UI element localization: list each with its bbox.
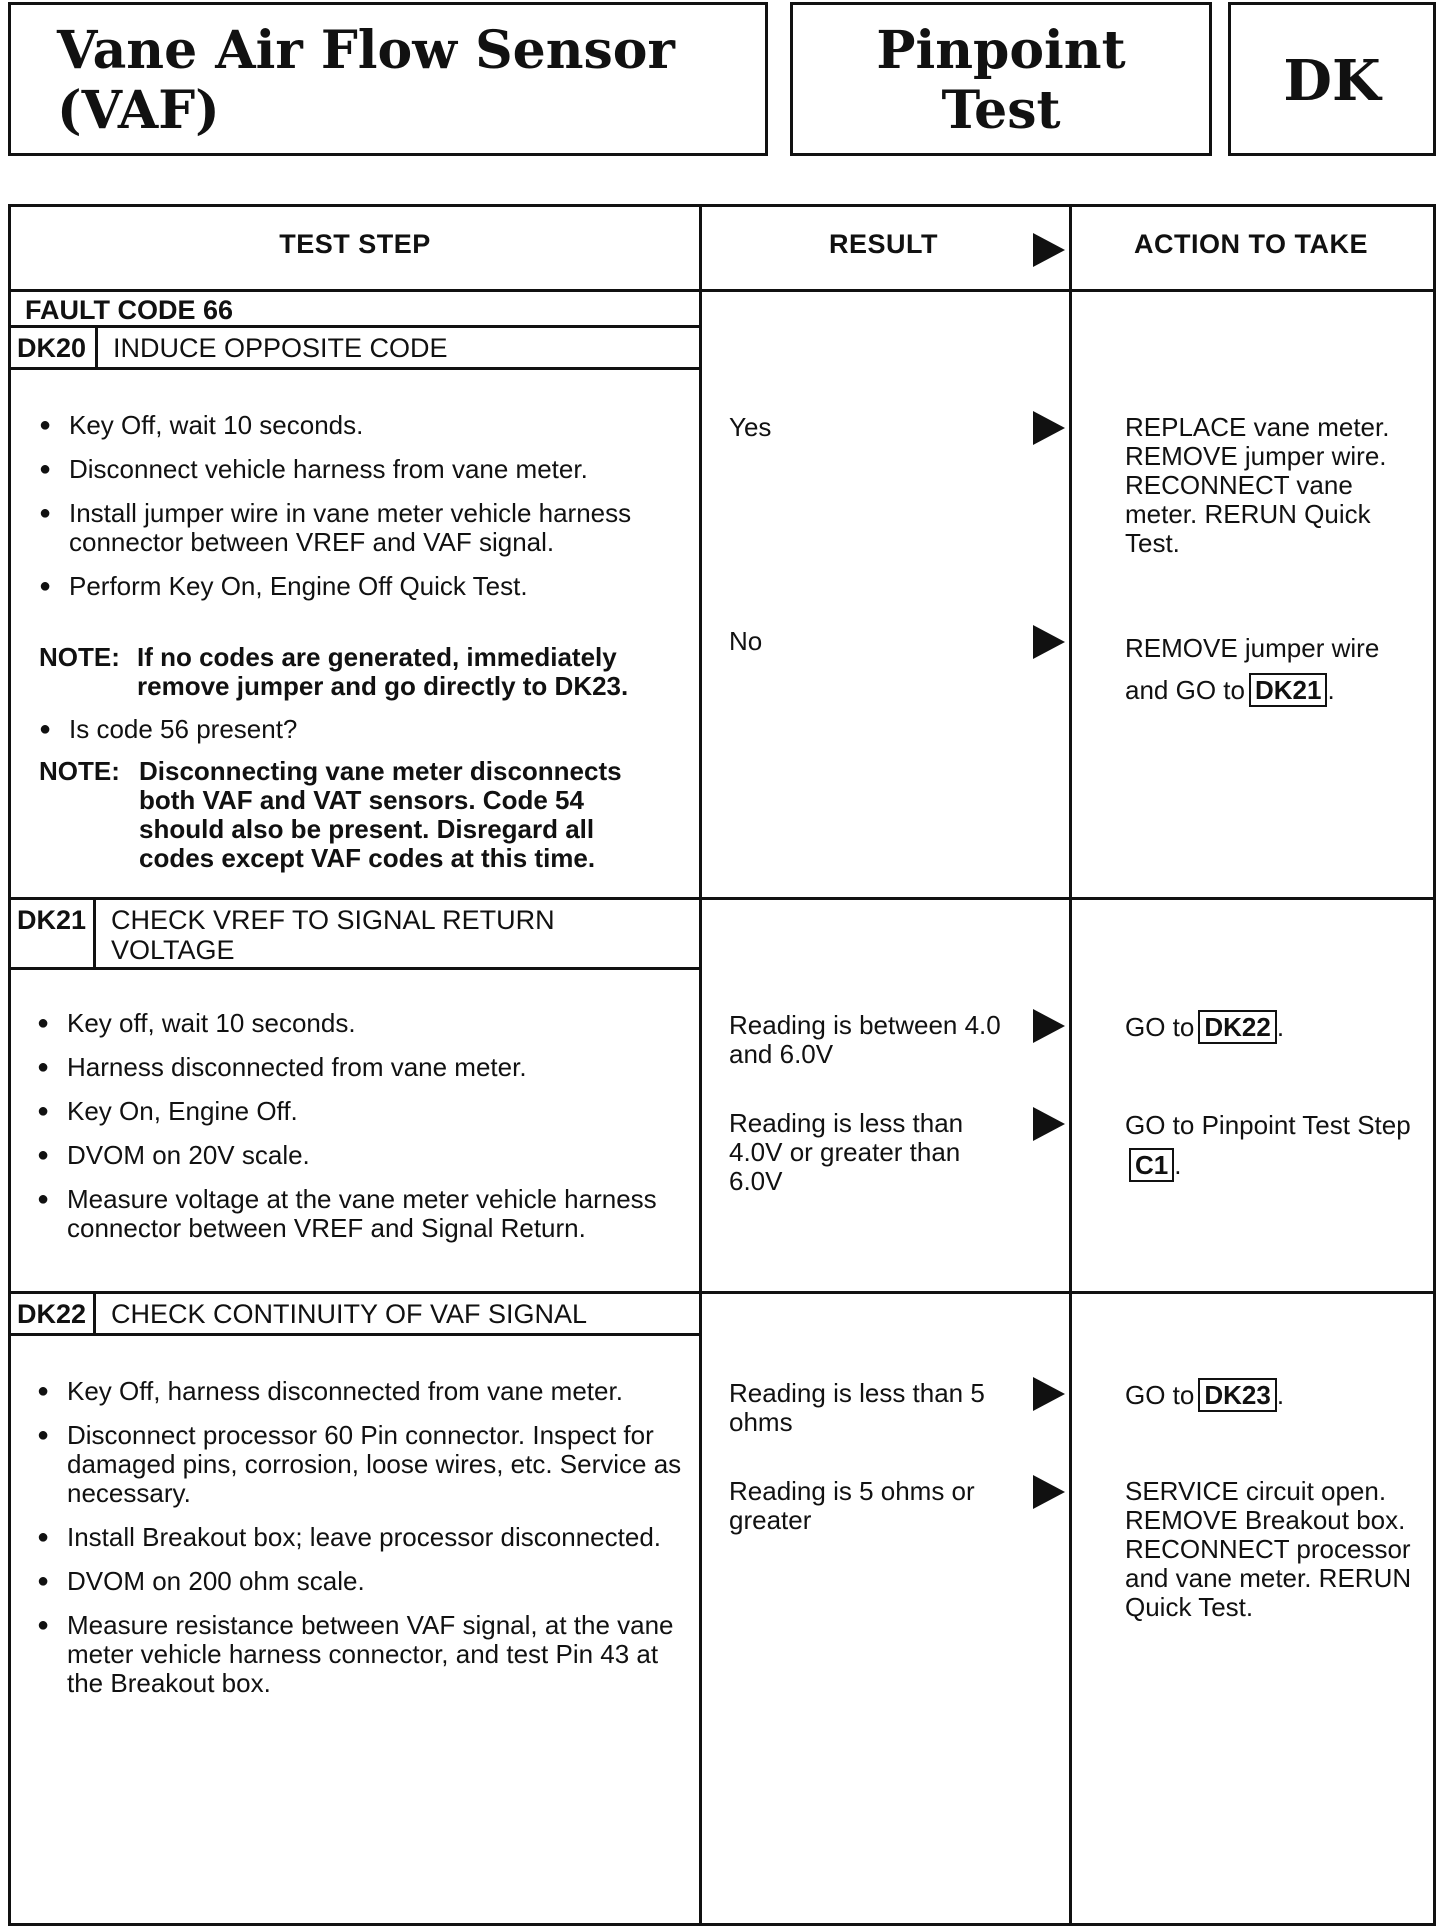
list-item: ● Measure voltage at the vane meter vehicle harness connector between VREF and Signal Return. [37, 1185, 677, 1243]
dk20-bullet-list [39, 411, 679, 616]
list-item: ● Is code 56 present? [39, 715, 679, 744]
action-text: . [1327, 675, 1335, 705]
list-item: ● Perform Key On, Engine Off Quick Test. [39, 572, 679, 601]
note-label: NOTE: [39, 756, 120, 786]
list-item: ● Disconnect processor 60 Pin connector. Inspect for damaged pins, corrosion, loose wires, etc. Service as necessary. [37, 1421, 687, 1508]
dk21-result-1: Reading is between 4.0 and 6.0V [729, 1010, 1001, 1069]
dk22-action-1 [1125, 1375, 1425, 1415]
note-label: NOTE: [39, 642, 120, 672]
dk20-title-divider [11, 367, 699, 370]
header-arrow-icon [1033, 233, 1065, 267]
title-box [8, 2, 768, 156]
list-item: ● Disconnect vehicle harness from vane meter. [39, 455, 679, 484]
step-title-dk22: CHECK CONTINUITY OF VAF SIGNAL [111, 1299, 588, 1329]
dk21-bullet-list [37, 1009, 677, 1258]
fault-code-label: FAULT CODE 66 [25, 295, 234, 325]
action-text: GO to Pinpoint Test Step [1125, 1110, 1411, 1140]
header-test-step: TEST STEP [279, 229, 431, 259]
dk22-row-divider [11, 1291, 1433, 1294]
dk20-id-divider [95, 325, 98, 369]
step-title-dk20: INDUCE OPPOSITE CODE [113, 333, 448, 363]
pinpoint-line-1: Pinpoint [876, 20, 1126, 81]
step-id-dk20: DK20 [17, 333, 87, 363]
arrow-icon [1033, 1377, 1065, 1411]
list-item: ● DVOM on 200 ohm scale. [37, 1567, 687, 1596]
dk22-title-divider [11, 1333, 699, 1336]
dk22-id-divider [93, 1291, 96, 1335]
list-item: ● Install jumper wire in vane meter vehicle harness connector between VREF and VAF signal. [39, 499, 679, 557]
pinpoint-line-2: Test [941, 80, 1061, 141]
dk21-row-divider [11, 897, 1433, 900]
header-divider [11, 289, 1433, 292]
list-item: ● Measure resistance between VAF signal, at the vane meter vehicle harness connector, and test Pin 43 at the Breakout box. [37, 1611, 687, 1698]
arrow-icon [1033, 411, 1065, 445]
step-id-dk21: DK21 [17, 905, 87, 935]
action-text: REMOVE jumper wire and GO to [1125, 633, 1380, 705]
header-action: ACTION TO TAKE [1134, 229, 1368, 259]
list-item: ● DVOM on 20V scale. [37, 1141, 677, 1170]
dk22-bullet-list [37, 1377, 687, 1713]
test-code: DK [1283, 48, 1381, 114]
dk21-action-1 [1125, 1007, 1425, 1047]
list-item: ● Harness disconnected from vane meter. [37, 1053, 677, 1082]
step-id-dk22: DK22 [17, 1299, 87, 1329]
arrow-icon [1033, 625, 1065, 659]
action-text: . [1276, 1012, 1285, 1042]
header-result: RESULT [829, 229, 938, 259]
dk20-result-no: No [729, 626, 763, 656]
list-item: ● Key off, wait 10 seconds. [37, 1009, 677, 1038]
dk20-action-no [1125, 627, 1425, 711]
step-ref-dk23[interactable]: DK23 [1198, 1378, 1276, 1412]
step-ref-c1[interactable]: C1 [1129, 1148, 1174, 1182]
step-title-dk21: CHECK VREF TO SIGNAL RETURN VOLTAGE [111, 905, 555, 965]
title-line-2: (VAF) [57, 80, 220, 141]
dk21-action-2 [1125, 1105, 1425, 1185]
title-line-1: Vane Air Flow Sensor [57, 20, 675, 81]
dk22-action-2: SERVICE circuit open. REMOVE Breakout box. RECONNECT processor and vane meter. RERUN Quick Test. [1125, 1476, 1412, 1622]
arrow-icon [1033, 1475, 1065, 1509]
dk20-bullet-list-2 [39, 715, 679, 759]
column-divider-2 [1069, 207, 1072, 1923]
dk21-title-divider [11, 967, 699, 970]
pinpoint-test-box [790, 2, 1212, 156]
pinpoint-table [8, 204, 1436, 1926]
list-item: ● Key Off, wait 10 seconds. [39, 411, 679, 440]
dk21-id-divider [93, 897, 96, 969]
test-code-box [1228, 2, 1436, 156]
action-text: . [1276, 1380, 1285, 1410]
column-divider-1 [699, 207, 702, 1923]
note-text: If no codes are generated, immediately remove jumper and go directly to DK23. [137, 642, 629, 701]
dk22-result-1: Reading is less than 5 ohms [729, 1378, 985, 1437]
list-item: ● Key On, Engine Off. [37, 1097, 677, 1126]
dk20-note-2 [39, 757, 679, 873]
step-ref-dk22[interactable]: DK22 [1198, 1010, 1276, 1044]
arrow-icon [1033, 1009, 1065, 1043]
fault-code-divider [11, 325, 699, 328]
page-title [57, 21, 675, 141]
list-item: ● Install Breakout box; leave processor disconnected. [37, 1523, 687, 1552]
dk20-result-yes: Yes [729, 412, 772, 442]
step-ref-dk21[interactable]: DK21 [1249, 673, 1327, 707]
dk22-result-2: Reading is 5 ohms or greater [729, 1476, 975, 1535]
action-text: GO to [1125, 1012, 1195, 1042]
action-text: GO to [1125, 1380, 1195, 1410]
arrow-icon [1033, 1107, 1065, 1141]
dk20-note-1 [39, 643, 679, 701]
dk21-result-2: Reading is less than 4.0V or greater than 6.0V [729, 1108, 964, 1196]
list-item: ● Key Off, harness disconnected from vane meter. [37, 1377, 687, 1406]
note-text: Disconnecting vane meter disconnects both VAF and VAT sensors. Code 54 should also be present. Disregard all codes except VAF codes at this time. [139, 756, 622, 873]
dk20-action-yes: REPLACE vane meter. REMOVE jumper wire. RECONNECT vane meter. RERUN Quick Test. [1125, 412, 1390, 558]
action-text: . [1174, 1150, 1182, 1180]
